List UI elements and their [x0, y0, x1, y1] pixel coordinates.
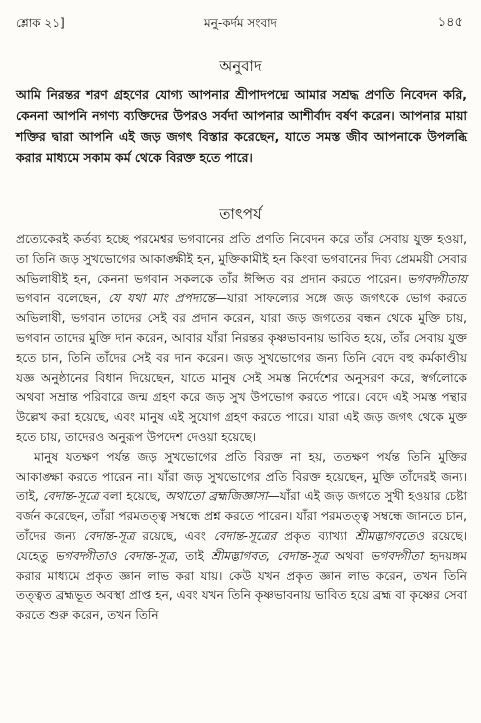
purport-text: অথবা	[328, 548, 371, 563]
translation-text: আমি নিরন্তর শরণ গ্রহণের যোগ্য আপনার শ্রীপাদপদ্মে আমার সশ্রদ্ধ প্রণতি নিবেদন করি, কেননা আপনি নগণ্য ব্যক্তিদের উপরও সর্বদা আপনার আশীর্বাদ বর্ষণ করেন। আপনার মায়া শক্তির দ্বারা আপনি এই জড় জগৎ বিস্তার করেছেন, যাতে সমস্ত জীব আপনাকে উপলব্ধি করার মাধ্যমে সকাম কর্ম থেকে বিরক্ত হতে পারে।	[16, 87, 467, 165]
running-head	[16, 14, 465, 32]
purport-body	[16, 230, 467, 626]
purport-text: হৃদয়ঙ্গম করার মাধ্যমে প্রকৃত জ্ঞান লাভ করা যায়। কেউ যখন প্রকৃত জ্ঞান লাভ করেন, তখন তিনি তত্ত্বত ব্রহ্মভূত অবস্থা প্রাপ্ত হন, এবং যখন তিনি কৃষ্ণভাবনায় ভাবিত হয়ে ব্রহ্ম বা কৃষ্ণের সেবা করতে শুরু করেন, তখন তিনি	[16, 548, 468, 623]
purport-text: প্রকৃত ব্যাখ্যা	[276, 528, 355, 543]
verse-reference: শ্লোক ২১]	[16, 16, 65, 30]
purport-text: —যারা সাফল্যের সঙ্গে জড় জগৎকে ভোগ করতে অভিলাষী, ভগবান তাদের সেই বর প্রদান করেন, যারা জড় জগতের বন্ধন থেকে মুক্তি চায়, ভগবান তাদের মুক্তি দান করেন, আবার যাঁরা নিরন্তর কৃষ্ণভাবনায় ভাবিত হয়ে, তাঁর সেবায় যুক্ত হতে চান, তিনি তাঁদের সেই বর দান করেন। জড় সুখভোগের জন্য তিনি বেদে বহু কর্মকাণ্ডীয় যজ্ঞ অনুষ্ঠানের বিধান দিয়েছেন, যাতে মানুষ সেই সমস্ত নির্দেশের অনুসরণ করে, স্বর্গলোকে অথবা সম্রান্ত পরিবারে জন্ম গ্রহণ করে জড় সুখ উপভোগ করতে পারে। বেদে এই সমস্ত পন্থার উল্লেখ করা হয়েছে, এবং মানুষ এই সুযোগ গ্রহণ করতে পারে। যারা এই জড় জগৎ থেকে মুক্ত হতে চায়, তাদেরও অনুরূপ উপদেশ দেওয়া হয়েছে।	[16, 291, 467, 444]
scripture-reference: বেদান্ত-সূত্র	[83, 528, 135, 543]
sanskrit-quote: যে যথা মাং প্রপদ্যন্তে	[108, 291, 215, 306]
purport-heading: তাৎপর্য	[219, 205, 262, 223]
page-number: ১৪৫	[437, 15, 463, 30]
purport-text: —যাঁরা এই জড় জগতে সুখী হওয়ার চেষ্টা বর্জন করেছেন, তাঁরা পরমতত্ত্ব সম্বন্ধে প্রশ্ন করতে পারেন। যাঁরা পরমতত্ত্ব সম্বন্ধে জানতে চান, তাঁদের জন্য	[16, 489, 468, 543]
scripture-reference: ভগবদ্গীতা	[370, 548, 423, 563]
purport-text: রয়েছে, এবং	[134, 528, 214, 543]
purport-text: রয়েছে। যেহেতু	[16, 528, 467, 563]
purport-text: ভগবান বলেছেন,	[16, 291, 109, 306]
purport-text: বলা হয়েছে,	[98, 489, 165, 504]
scripture-reference: শ্রীমদ্ভাগবতেও	[354, 528, 425, 543]
purport-paragraph-1	[16, 230, 467, 448]
scripture-reference: বেদান্ত-সূত্রের	[213, 528, 277, 543]
chapter-title: মনু-কর্দম সংবাদ	[204, 16, 277, 30]
purport-paragraph-2	[16, 448, 467, 626]
purport-text: মানুষ যতক্ষণ পর্যন্ত জড় সুখভোগের প্রতি বিরক্ত না হয়, ততক্ষণ পর্যন্ত তিনি মুক্তির আকাঙ্ক্ষা করতে পারেন না। যাঁরা জড় সুখভোগের প্রতি বিরক্ত হয়েছেন, মুক্তি তাঁদেরই জন্য। তাই,	[16, 449, 467, 504]
translation-heading: অনুবাদ	[219, 57, 262, 75]
purport-text: প্রত্যেকেরই কর্তব্য হচ্ছে পরমেশ্বর ভগবানের প্রতি প্রণতি নিবেদন করে তাঁর সেবায় যুক্ত হওয়া, তা তিনি জড় সুখভোগের আকাঙ্ক্ষীই হন, মুক্তিকামীই হন কিংবা ভগবানের দিব্য প্রেমময়ী সেবার অভিলাষীই হন, কেননা ভগবান সকলকে তাঁর ঈপ্সিত বর প্রদান করতে পারেন।	[16, 232, 467, 286]
scripture-reference: ভগবদ্গীতায়	[407, 271, 467, 286]
purport-text: , তাই	[174, 548, 211, 563]
sanskrit-quote: অথাতো ব্রহ্মজিজ্ঞাসা	[164, 489, 268, 504]
scripture-reference: বেদান্ত-সূত্রে	[42, 489, 99, 504]
scripture-reference: ভগবদ্গীতাও বেদান্ত-সূত্র	[55, 548, 175, 563]
scripture-reference: শ্রীমদ্ভাগবত, বেদান্ত-সূত্র	[210, 548, 329, 563]
